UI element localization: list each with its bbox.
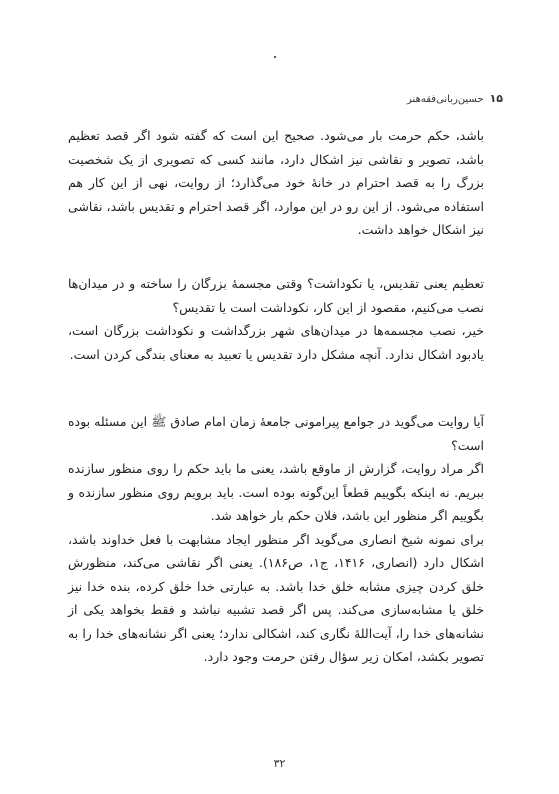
paragraph-block-3 (68, 410, 484, 669)
paragraph-block-2 (68, 272, 484, 366)
header-page-number: ۱۵ (489, 92, 503, 105)
question-paragraph: آیا روایت می‌گوید در جوامع پیرامونی جامعهٔ زمان امام صادق ﷺ این مسئله بوده است؟ (68, 414, 484, 453)
answer-paragraph: اگر مراد روایت، گزارش از ماوقع باشد، یعنی ما باید حکم را روی منظور سازنده ببریم. نه اینکه بگوییم قطعاً این‌گونه بوده است. باید برویم روی منظور سازنده و بگوییم اگر منظور این باشد، فلان حکم بار خواهد شد. (68, 461, 484, 523)
answer-paragraph: خیر، نصب مجسمه‌ها در میدان‌های شهر بزرگداشت و نکوداشت بزرگان است، یادبود اشکال ندارد. آنچه مشکل دارد تقدیس یا تعبید به معنای بندگی کردن است. (68, 323, 484, 362)
example-paragraph: برای نمونه شیخ انصاری می‌گوید اگر منظور ایجاد مشابهت با فعل خداوند باشد، اشکال دارد (انصاری، ۱۴۱۶، ج۱، ص۱۸۶). یعنی اگر نقاشی می‌کند، منظورش خلق کردن چیزی مشابه خلق خدا باشد. به عبارتی خدا خلق کرده، بنده خدا نیز خلق یا مشابه‌سازی می‌کند. پس اگر قصد تشبیه نباشد و فقط بخواهد یکی از نشانه‌های خدا را، آیت‌اللهٔ نگاری کند، اشکالی ندارد؛ یعنی اگر نشانه‌های خدا را به تصویر بکشد، امکان زیر سؤال رفتن حرمت وجود دارد. (68, 531, 484, 664)
page-number: ۳۲ (273, 757, 286, 770)
question-paragraph: تعظیم یعنی تقدیس، یا نکوداشت؟ وقتی مجسمهٔ بزرگان را ساخته و در میدان‌ها نصب می‌کنیم، مقصود از این کار، نکوداشت است یا تقدیس؟ (68, 276, 484, 315)
header-mark (274, 56, 276, 58)
running-header (407, 92, 503, 105)
paragraph: باشد، حکم حرمت بار می‌شود. صحیح این است که گفته شود اگر قصد تعظیم باشد، تصویر و نقاشی نیز اشکال دارد، مانند کسی که تصویری از یک شخصیت بزرگ را به قصد احترام در خانهٔ خود می‌گذارد؛ از روایت، نهی از این کار هم استفاده می‌شود. از این رو در این موارد، اگر قصد احترام و تقدیس باشد، نقاشی نیز اشکال خواهد داشت. (68, 128, 484, 237)
paragraph-block-1 (68, 124, 484, 242)
header-title: حسین‌ربانی‌فقه‌هنر (407, 94, 484, 105)
